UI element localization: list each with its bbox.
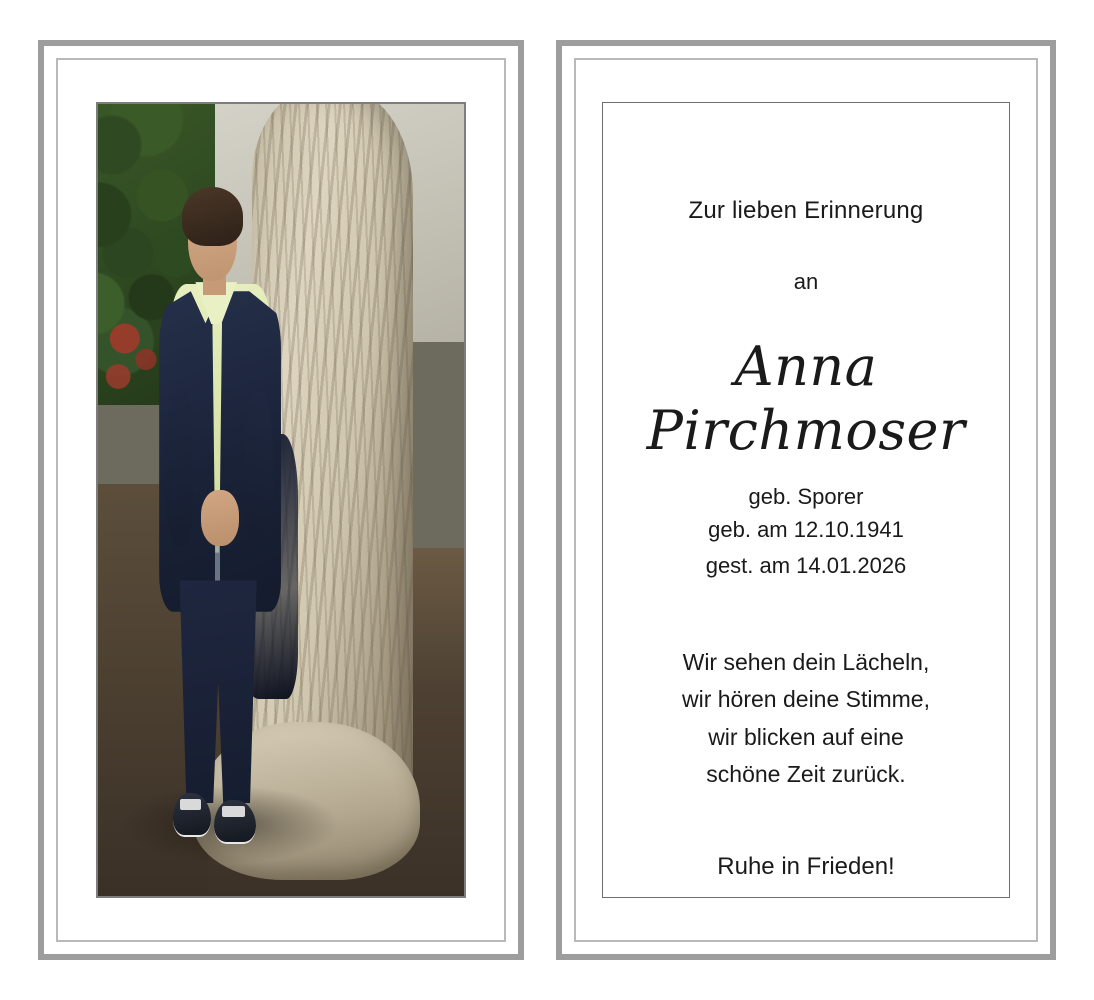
figure-trousers — [176, 580, 260, 803]
memorial-text-block — [602, 102, 1010, 898]
photo-frame — [96, 102, 466, 898]
verse-line: Wir sehen dein Lächeln, — [682, 649, 930, 676]
photo-panel — [38, 40, 524, 960]
memorial-connector: an — [793, 269, 819, 294]
photo-figure — [138, 183, 328, 880]
memorial-last-name: Pirchmoser — [646, 398, 966, 462]
memorial-death-date: gest. am 14.01.2026 — [705, 553, 907, 579]
memorial-birth-date: geb. am 12.10.1941 — [708, 517, 904, 543]
verse-line: wir blicken auf eine — [708, 723, 904, 750]
figure-right-shoelace — [222, 806, 245, 817]
memorial-first-name: Anna — [734, 335, 878, 398]
memorial-intro: Zur lieben Erinnerung — [688, 197, 924, 224]
text-panel — [556, 40, 1056, 960]
figure-left-shoelace — [180, 799, 201, 810]
figure-hair — [182, 187, 243, 246]
verse-line: schöne Zeit zurück. — [706, 760, 906, 787]
figure-left-arm — [165, 392, 194, 545]
portrait-photo — [98, 104, 464, 896]
memorial-verse — [631, 644, 981, 793]
verse-line: wir hören deine Stimme, — [682, 686, 930, 713]
memorial-closing: Ruhe in Frieden! — [717, 853, 895, 881]
figure-right-arm — [245, 392, 274, 545]
figure-hands — [201, 490, 239, 546]
memorial-maiden-name: geb. Sporer — [748, 484, 864, 510]
